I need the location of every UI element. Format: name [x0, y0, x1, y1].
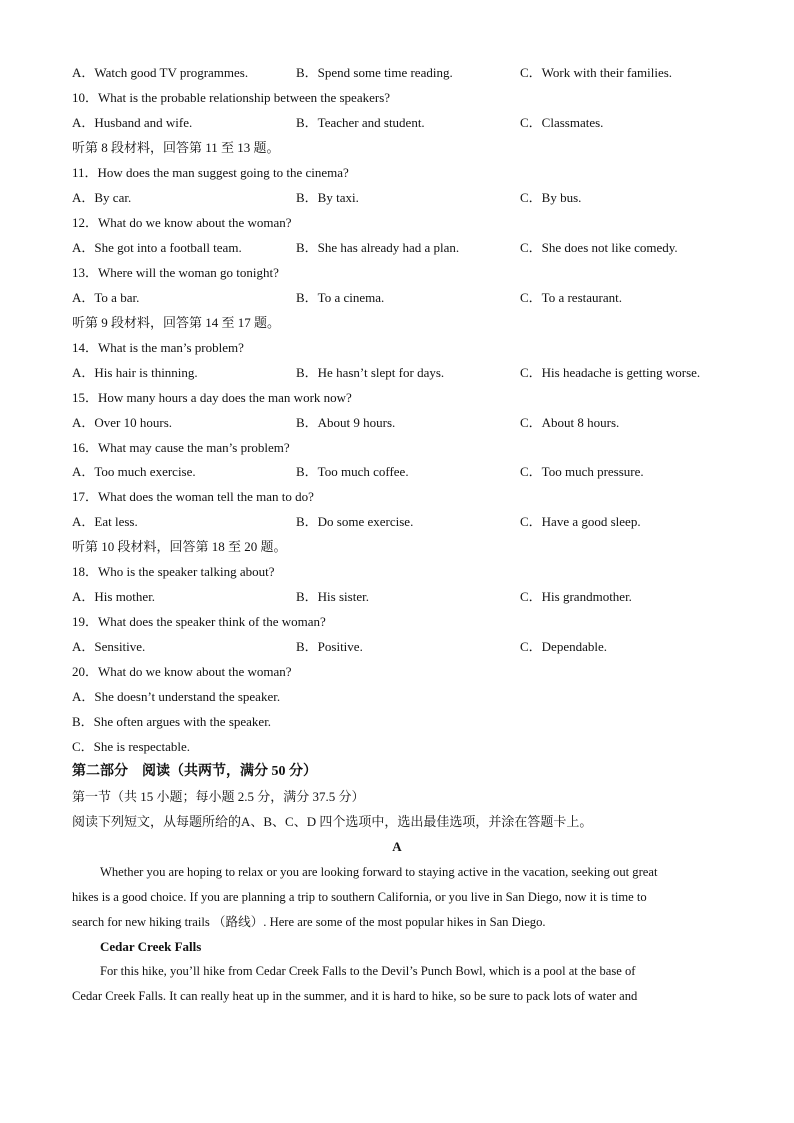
option-a: A．His mother.: [72, 589, 156, 604]
option-c: C．His headache is getting worse.: [520, 365, 701, 380]
option-b: B．By taxi.: [296, 190, 359, 205]
option-b: B．He hasn’t slept for days.: [296, 365, 445, 380]
option-b: B．About 9 hours.: [296, 415, 396, 430]
q20-option-c: C．She is respectable.: [72, 739, 191, 754]
reading-instruction: 阅读下列短文，从每题所给的A、B、C、D 四个选项中，选出最佳选项，并涂在答题卡上。: [72, 814, 593, 829]
question-20: 20．What do we know about the woman?: [72, 664, 292, 679]
question-18: 18．Who is the speaker talking about?: [72, 564, 275, 579]
question-13: 13．Where will the woman go tonight?: [72, 265, 279, 280]
q13-options: [72, 290, 732, 306]
option-c: C．Have a good sleep.: [520, 514, 641, 529]
option-b: B．Too much coffee.: [296, 464, 409, 479]
question-19: 19．What does the speaker think of the woman?: [72, 614, 326, 629]
question-11: 11．How does the man suggest going to the cinema?: [72, 165, 349, 180]
option-a: A．Too much exercise.: [72, 464, 196, 479]
question-14: 14．What is the man’s problem?: [72, 340, 244, 355]
q20-option-b: B．She often argues with the speaker.: [72, 714, 272, 729]
option-a: A．To a bar.: [72, 290, 140, 305]
option-a: A．She got into a football team.: [72, 240, 242, 255]
option-a: A．Sensitive.: [72, 639, 146, 654]
section-8-instruction: 听第 8 段材料，回答第 11 至 13 题。: [72, 140, 280, 155]
q19-options: [72, 639, 732, 655]
q18-options: [72, 589, 732, 605]
passage-line: Cedar Creek Falls. It can really heat up in the summer, and it is hard to hike, so be sure to pack lots of water and: [72, 989, 638, 1003]
passage-line: search for new hiking trails （路线）. Here are some of the most popular hikes in San Diego.: [72, 915, 546, 929]
q20-option-a: A．She doesn’t understand the speaker.: [72, 689, 281, 704]
question-17: 17．What does the woman tell the man to do?: [72, 489, 314, 504]
section-9-instruction: 听第 9 段材料，回答第 14 至 17 题。: [72, 315, 281, 330]
question-16: 16．What may cause the man’s problem?: [72, 440, 290, 455]
option-b: B．Do some exercise.: [296, 514, 414, 529]
section-1-heading: 第一节（共 15 小题；每小题 2.5 分，满分 37.5 分）: [72, 789, 365, 804]
q11-options: [72, 190, 732, 206]
option-c: C．By bus.: [520, 190, 582, 205]
cedar-creek-heading: Cedar Creek Falls: [100, 939, 202, 954]
section-10-instruction: 听第 10 段材料，回答第 18 至 20 题。: [72, 539, 287, 554]
question-15: 15．How many hours a day does the man work now?: [72, 390, 352, 405]
option-a: A．Husband and wife.: [72, 115, 193, 130]
option-b: B．Positive.: [296, 639, 363, 654]
option-c: C．His grandmother.: [520, 589, 632, 604]
option-c: C．She does not like comedy.: [520, 240, 678, 255]
passage-letter: A: [392, 839, 402, 854]
option-a: A．Over 10 hours.: [72, 415, 173, 430]
q16-options: [72, 464, 732, 480]
option-a: A．His hair is thinning.: [72, 365, 198, 380]
option-b: B．To a cinema.: [296, 290, 385, 305]
option-a: A．By car.: [72, 190, 132, 205]
q14-options: [72, 365, 732, 381]
option-b: B．Spend some time reading.: [296, 65, 453, 80]
passage-line: hikes is a good choice. If you are planning a trip to southern California, or you live in San Diego, now it is time to: [72, 890, 647, 904]
option-c: C．Work with their families.: [520, 65, 673, 80]
q9-options: [72, 65, 732, 81]
option-c: C．Classmates.: [520, 115, 604, 130]
q12-options: [72, 240, 732, 256]
option-c: C．Too much pressure.: [520, 464, 644, 479]
passage-line: Whether you are hoping to relax or you are looking forward to staying active in the vacation, seeking out great: [100, 865, 658, 879]
passage-line: For this hike, you’ll hike from Cedar Creek Falls to the Devil’s Punch Bowl, which is a pool at the base of: [100, 964, 636, 978]
q17-options: [72, 514, 732, 530]
q15-options: [72, 415, 732, 431]
option-b: B．His sister.: [296, 589, 369, 604]
option-c: C．To a restaurant.: [520, 290, 622, 305]
question-12: 12．What do we know about the woman?: [72, 215, 292, 230]
option-a: A．Watch good TV programmes.: [72, 65, 249, 80]
question-10: 10．What is the probable relationship between the speakers?: [72, 90, 391, 105]
option-a: A．Eat less.: [72, 514, 138, 529]
option-c: C．Dependable.: [520, 639, 608, 654]
part-2-heading: 第二部分 阅读（共两节，满分 50 分）: [72, 764, 317, 779]
option-c: C．About 8 hours.: [520, 415, 620, 430]
option-b: B．Teacher and student.: [296, 115, 425, 130]
q10-options: [72, 115, 732, 131]
option-b: B．She has already had a plan.: [296, 240, 460, 255]
